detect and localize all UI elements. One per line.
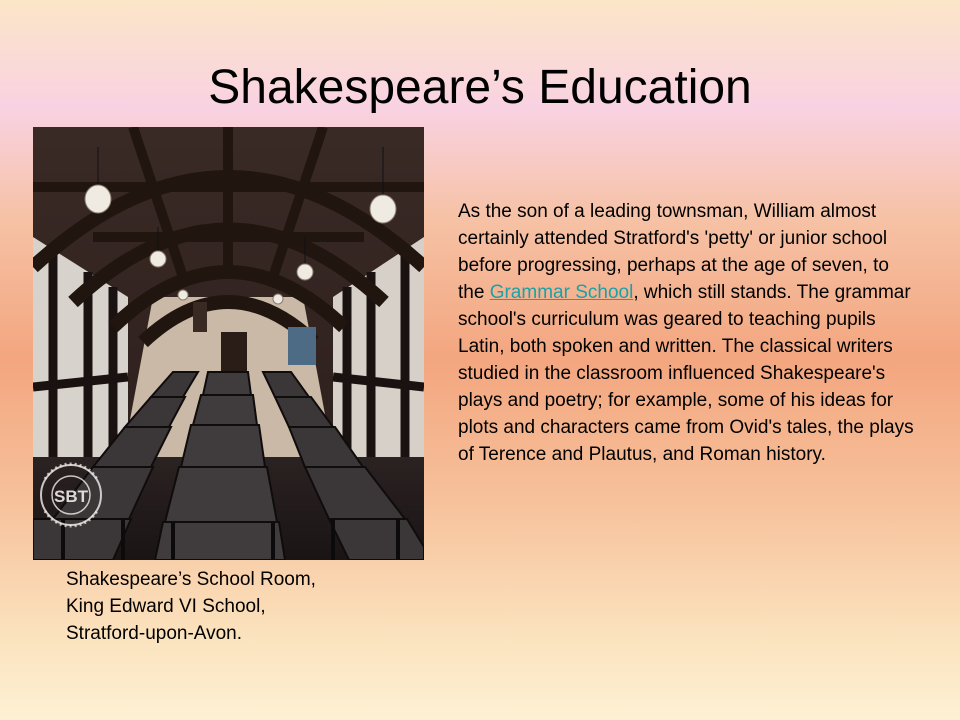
classroom-photo-illustration <box>33 127 424 560</box>
photo-caption <box>66 566 426 647</box>
caption-line: King Edward VI School, <box>66 596 266 617</box>
body-paragraph <box>458 198 918 468</box>
slide-title: Shakespeare’s Education <box>208 61 752 114</box>
body-text-before-link: As the son of a leading townsman, William almost certainly attended Stratford's 'petty' or junior school before progressing, perhaps at the age of seven, to the <box>458 201 889 303</box>
svg-text:SBT: SBT <box>54 487 88 506</box>
body-text-after-link: , which still stands. The grammar school's curriculum was geared to teaching pupils Latin, both spoken and written. The classical writers studied in the classroom influenced Shakespeare's plays and poetry; for example, some of his ideas for plots and characters came from Ovid's tales, the plays of Terence and Plautus, and Roman history. <box>458 282 914 465</box>
caption-line: Stratford-upon-Avon. <box>66 623 243 644</box>
caption-line: Shakespeare’s School Room, <box>66 569 316 590</box>
classroom-photo <box>33 127 424 560</box>
grammar-school-link[interactable]: Grammar School <box>489 282 634 303</box>
